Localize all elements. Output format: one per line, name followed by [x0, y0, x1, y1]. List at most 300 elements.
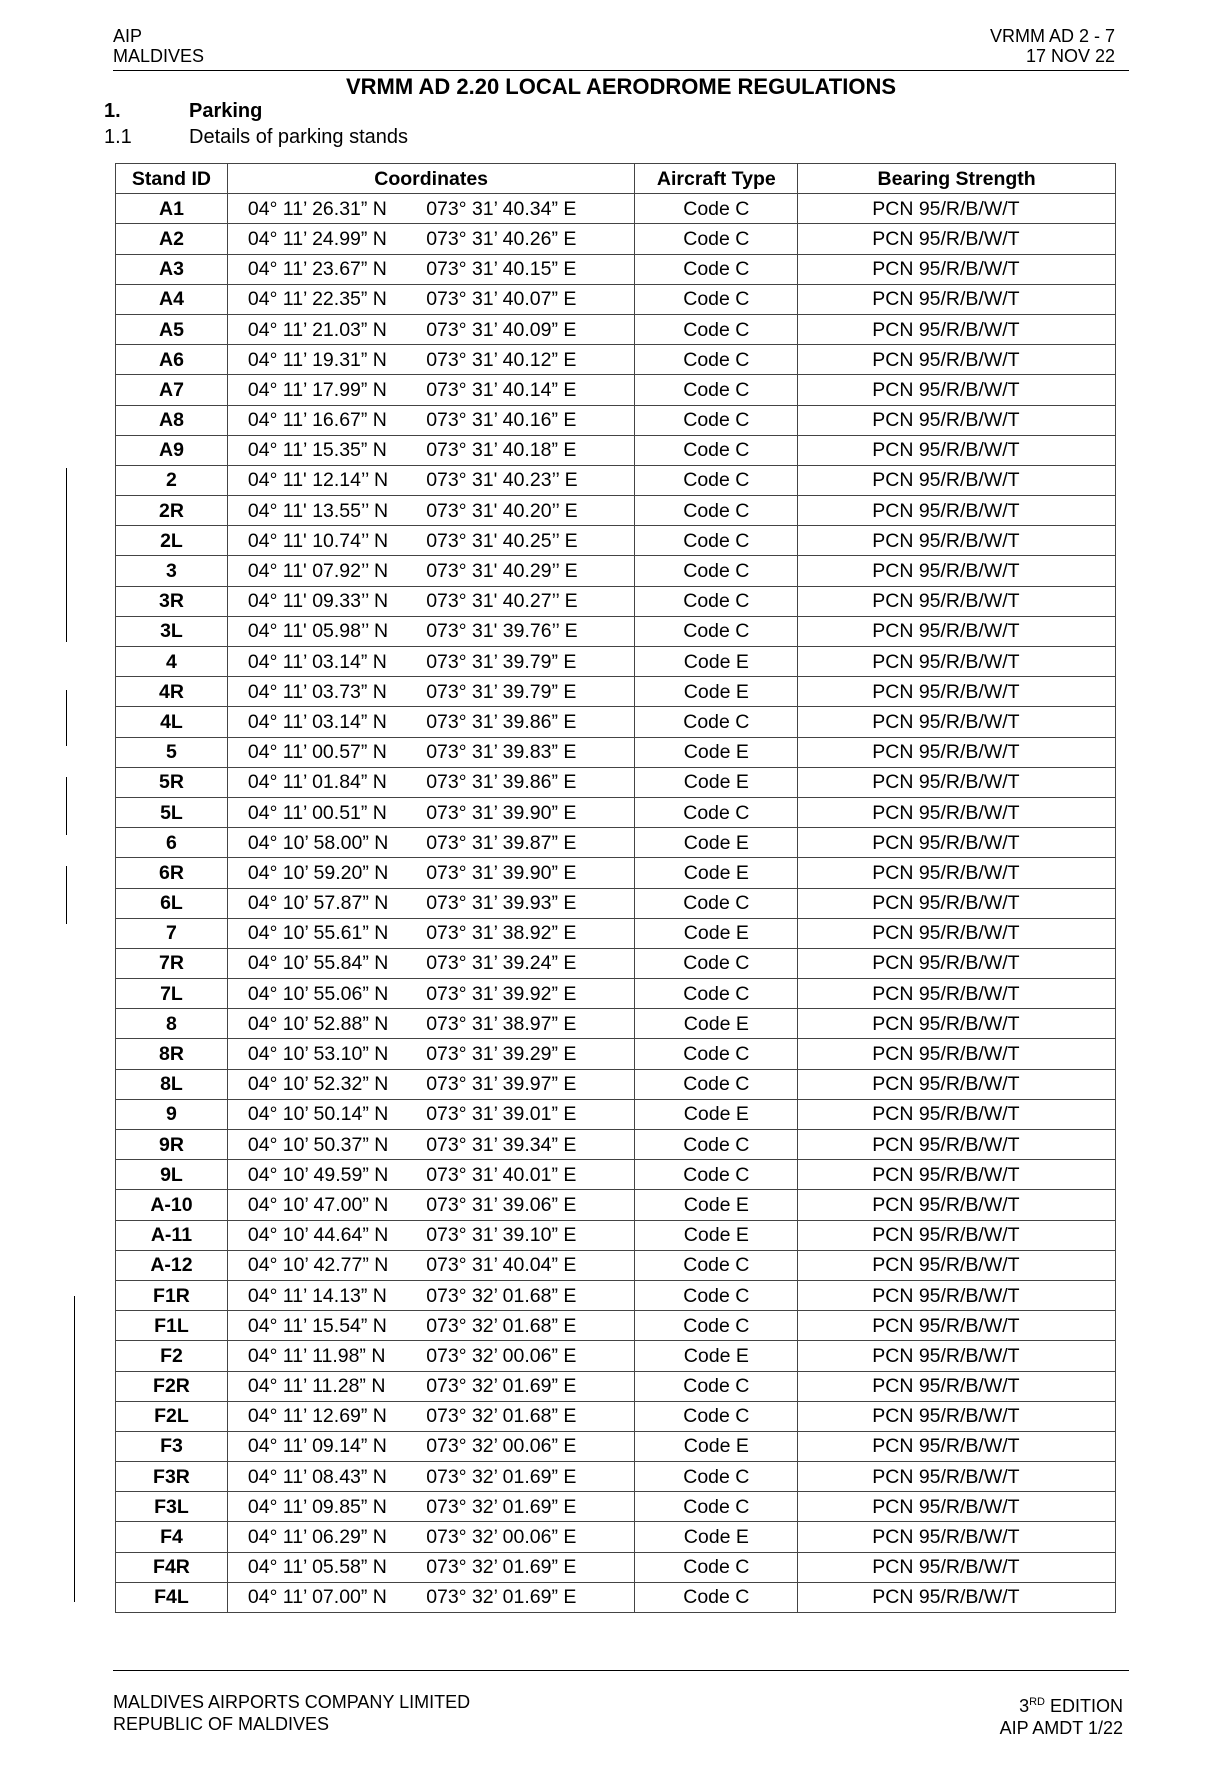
aircraft-type-cell: Code C	[635, 496, 798, 526]
table-row	[116, 1009, 1116, 1039]
bearing-strength-cell: PCN 95/R/B/W/T	[798, 1220, 1116, 1250]
stand-id-cell: 4	[116, 647, 228, 677]
aircraft-type-cell: Code E	[635, 1522, 798, 1552]
stand-id-cell: 6R	[116, 858, 228, 888]
bearing-strength-cell: PCN 95/R/B/W/T	[798, 1341, 1116, 1371]
table-row	[116, 556, 1116, 586]
latitude-cell: 04° 11’ 06.29” N	[227, 1522, 422, 1552]
table-row	[116, 1492, 1116, 1522]
footer-left	[113, 1691, 470, 1735]
table-row	[116, 1069, 1116, 1099]
longitude-cell: 073° 31’ 40.18” E	[422, 435, 635, 465]
aircraft-type-cell: Code E	[635, 1009, 798, 1039]
subsection-number: 1.1	[104, 126, 132, 148]
aircraft-type-cell: Code E	[635, 1220, 798, 1250]
latitude-cell: 04° 11’ 16.67” N	[227, 405, 422, 435]
bearing-strength-cell: PCN 95/R/B/W/T	[798, 828, 1116, 858]
header-left	[113, 26, 204, 66]
stand-id-cell: F3R	[116, 1462, 228, 1492]
longitude-cell: 073° 32’ 01.69” E	[422, 1492, 635, 1522]
page-title: VRMM AD 2.20 LOCAL AERODROME REGULATIONS	[345, 74, 897, 99]
stand-id-cell: 9	[116, 1099, 228, 1129]
longitude-cell: 073° 31’ 40.04” E	[422, 1250, 635, 1280]
aircraft-type-cell: Code E	[635, 767, 798, 797]
aircraft-type-cell: Code E	[635, 1190, 798, 1220]
bearing-strength-cell: PCN 95/R/B/W/T	[798, 1069, 1116, 1099]
bearing-strength-cell: PCN 95/R/B/W/T	[798, 314, 1116, 344]
bearing-strength-cell: PCN 95/R/B/W/T	[798, 496, 1116, 526]
edition-word: EDITION	[1044, 1696, 1123, 1716]
stand-id-cell: A9	[116, 435, 228, 465]
table-row	[116, 1190, 1116, 1220]
aircraft-type-cell: Code C	[635, 707, 798, 737]
footer-right	[1000, 1691, 1123, 1739]
bearing-strength-cell: PCN 95/R/B/W/T	[798, 1582, 1116, 1612]
latitude-cell: 04° 11’ 09.85” N	[227, 1492, 422, 1522]
longitude-cell: 073° 32’ 01.69” E	[422, 1552, 635, 1582]
longitude-cell: 073° 32’ 01.68” E	[422, 1280, 635, 1310]
longitude-cell: 073° 31’ 39.24” E	[422, 948, 635, 978]
longitude-cell: 073° 32’ 01.69” E	[422, 1462, 635, 1492]
change-bar	[66, 866, 67, 924]
stand-id-cell: 6L	[116, 888, 228, 918]
bearing-strength-cell: PCN 95/R/B/W/T	[798, 1250, 1116, 1280]
stand-id-cell: 6	[116, 828, 228, 858]
longitude-cell: 073° 31’ 39.29” E	[422, 1039, 635, 1069]
col-header-bearing-strength: Bearing Strength	[798, 164, 1116, 194]
col-header-coordinates: Coordinates	[227, 164, 635, 194]
longitude-cell: 073° 31’ 39.93” E	[422, 888, 635, 918]
bearing-strength-cell: PCN 95/R/B/W/T	[798, 1099, 1116, 1129]
aircraft-type-cell: Code E	[635, 677, 798, 707]
longitude-cell: 073° 31’ 38.97” E	[422, 1009, 635, 1039]
stand-id-cell: A4	[116, 284, 228, 314]
table-row	[116, 1462, 1116, 1492]
table-row	[116, 1039, 1116, 1069]
longitude-cell: 073° 31’ 39.01” E	[422, 1099, 635, 1129]
longitude-cell: 073° 31’ 40.14” E	[422, 375, 635, 405]
bearing-strength-cell: PCN 95/R/B/W/T	[798, 1190, 1116, 1220]
latitude-cell: 04° 11' 05.98’’ N	[227, 616, 422, 646]
latitude-cell: 04° 11' 10.74’’ N	[227, 526, 422, 556]
longitude-cell: 073° 31’ 39.92” E	[422, 979, 635, 1009]
footer-rule	[113, 1670, 1129, 1671]
latitude-cell: 04° 11’ 26.31” N	[227, 194, 422, 224]
table-row	[116, 979, 1116, 1009]
bearing-strength-cell: PCN 95/R/B/W/T	[798, 586, 1116, 616]
bearing-strength-cell: PCN 95/R/B/W/T	[798, 1522, 1116, 1552]
stand-id-cell: A6	[116, 345, 228, 375]
change-bar	[66, 468, 67, 642]
table-row	[116, 375, 1116, 405]
table-row	[116, 405, 1116, 435]
stand-id-cell: 2R	[116, 496, 228, 526]
table-row	[116, 1582, 1116, 1612]
aircraft-type-cell: Code C	[635, 1401, 798, 1431]
longitude-cell: 073° 31’ 40.26” E	[422, 224, 635, 254]
stand-id-cell: F4L	[116, 1582, 228, 1612]
bearing-strength-cell: PCN 95/R/B/W/T	[798, 1009, 1116, 1039]
table-header-row	[116, 164, 1116, 194]
table-row	[116, 737, 1116, 767]
edition-number: 3	[1019, 1696, 1030, 1716]
longitude-cell: 073° 31’ 40.01” E	[422, 1160, 635, 1190]
header-right	[990, 26, 1115, 66]
longitude-cell: 073° 31’ 39.87” E	[422, 828, 635, 858]
latitude-cell: 04° 11’ 05.58” N	[227, 1552, 422, 1582]
table-row	[116, 1522, 1116, 1552]
aircraft-type-cell: Code E	[635, 647, 798, 677]
latitude-cell: 04° 10’ 58.00” N	[227, 828, 422, 858]
latitude-cell: 04° 11’ 03.14” N	[227, 647, 422, 677]
aircraft-type-cell: Code E	[635, 1099, 798, 1129]
header-date: 17 NOV 22	[1025, 46, 1115, 66]
longitude-cell: 073° 31’ 39.34” E	[422, 1130, 635, 1160]
aircraft-type-cell: Code E	[635, 1341, 798, 1371]
stand-id-cell: A-12	[116, 1250, 228, 1280]
longitude-cell: 073° 32’ 00.06” E	[422, 1341, 635, 1371]
latitude-cell: 04° 11’ 11.98” N	[227, 1341, 422, 1371]
longitude-cell: 073° 32’ 01.68” E	[422, 1401, 635, 1431]
aircraft-type-cell: Code C	[635, 254, 798, 284]
col-header-stand-id: Stand ID	[116, 164, 228, 194]
aircraft-type-cell: Code C	[635, 1311, 798, 1341]
aircraft-type-cell: Code C	[635, 1371, 798, 1401]
aircraft-type-cell: Code C	[635, 375, 798, 405]
aircraft-type-cell: Code C	[635, 1582, 798, 1612]
latitude-cell: 04° 10’ 59.20” N	[227, 858, 422, 888]
bearing-strength-cell: PCN 95/R/B/W/T	[798, 948, 1116, 978]
aircraft-type-cell: Code C	[635, 1069, 798, 1099]
table-row	[116, 284, 1116, 314]
stand-id-cell: F1L	[116, 1311, 228, 1341]
longitude-cell: 073° 31’ 39.06” E	[422, 1190, 635, 1220]
stand-id-cell: F2R	[116, 1371, 228, 1401]
table-row	[116, 647, 1116, 677]
table-row	[116, 1130, 1116, 1160]
longitude-cell: 073° 31’ 39.90” E	[422, 797, 635, 827]
aircraft-type-cell: Code C	[635, 194, 798, 224]
bearing-strength-cell: PCN 95/R/B/W/T	[798, 254, 1116, 284]
table-row	[116, 496, 1116, 526]
latitude-cell: 04° 11' 13.55’’ N	[227, 496, 422, 526]
stand-id-cell: 5R	[116, 767, 228, 797]
bearing-strength-cell: PCN 95/R/B/W/T	[798, 1039, 1116, 1069]
bearing-strength-cell: PCN 95/R/B/W/T	[798, 707, 1116, 737]
latitude-cell: 04° 11’ 24.99” N	[227, 224, 422, 254]
stand-id-cell: F2L	[116, 1401, 228, 1431]
aircraft-type-cell: Code C	[635, 1250, 798, 1280]
longitude-cell: 073° 31’ 39.86” E	[422, 767, 635, 797]
latitude-cell: 04° 10’ 55.61” N	[227, 918, 422, 948]
longitude-cell: 073° 31’ 40.15” E	[422, 254, 635, 284]
bearing-strength-cell: PCN 95/R/B/W/T	[798, 526, 1116, 556]
latitude-cell: 04° 11’ 07.00” N	[227, 1582, 422, 1612]
aircraft-type-cell: Code C	[635, 888, 798, 918]
longitude-cell: 073° 31’ 40.12” E	[422, 345, 635, 375]
table-row	[116, 677, 1116, 707]
latitude-cell: 04° 11’ 17.99” N	[227, 375, 422, 405]
bearing-strength-cell: PCN 95/R/B/W/T	[798, 1401, 1116, 1431]
longitude-cell: 073° 31’ 39.90” E	[422, 858, 635, 888]
bearing-strength-cell: PCN 95/R/B/W/T	[798, 194, 1116, 224]
table-row	[116, 1401, 1116, 1431]
stand-id-cell: 7	[116, 918, 228, 948]
latitude-cell: 04° 10’ 53.10” N	[227, 1039, 422, 1069]
aircraft-type-cell: Code C	[635, 314, 798, 344]
stand-id-cell: 3L	[116, 616, 228, 646]
stand-id-cell: F2	[116, 1341, 228, 1371]
table-row	[116, 1280, 1116, 1310]
table-row	[116, 1160, 1116, 1190]
latitude-cell: 04° 11’ 12.69” N	[227, 1401, 422, 1431]
longitude-cell: 073° 31’ 39.97” E	[422, 1069, 635, 1099]
latitude-cell: 04° 10’ 52.32” N	[227, 1069, 422, 1099]
latitude-cell: 04° 10’ 52.88” N	[227, 1009, 422, 1039]
bearing-strength-cell: PCN 95/R/B/W/T	[798, 918, 1116, 948]
aircraft-type-cell: Code C	[635, 284, 798, 314]
latitude-cell: 04° 11’ 03.14” N	[227, 707, 422, 737]
bearing-strength-cell: PCN 95/R/B/W/T	[798, 737, 1116, 767]
table-row	[116, 224, 1116, 254]
table-row	[116, 767, 1116, 797]
bearing-strength-cell: PCN 95/R/B/W/T	[798, 345, 1116, 375]
bearing-strength-cell: PCN 95/R/B/W/T	[798, 677, 1116, 707]
bearing-strength-cell: PCN 95/R/B/W/T	[798, 405, 1116, 435]
aircraft-type-cell: Code C	[635, 979, 798, 1009]
longitude-cell: 073° 32’ 01.68” E	[422, 1311, 635, 1341]
stand-id-cell: A8	[116, 405, 228, 435]
stand-id-cell: A3	[116, 254, 228, 284]
aircraft-type-cell: Code C	[635, 435, 798, 465]
table-row	[116, 616, 1116, 646]
aircraft-type-cell: Code C	[635, 405, 798, 435]
stand-id-cell: A-11	[116, 1220, 228, 1250]
aircraft-type-cell: Code E	[635, 737, 798, 767]
longitude-cell: 073° 31’ 40.07” E	[422, 284, 635, 314]
aircraft-type-cell: Code C	[635, 1462, 798, 1492]
stand-id-cell: A2	[116, 224, 228, 254]
header-page-ref: VRMM AD 2 - 7	[989, 26, 1115, 46]
bearing-strength-cell: PCN 95/R/B/W/T	[798, 1130, 1116, 1160]
bearing-strength-cell: PCN 95/R/B/W/T	[798, 1280, 1116, 1310]
longitude-cell: 073° 31’ 40.09” E	[422, 314, 635, 344]
bearing-strength-cell: PCN 95/R/B/W/T	[798, 1311, 1116, 1341]
table-row	[116, 1552, 1116, 1582]
aircraft-type-cell: Code C	[635, 797, 798, 827]
table-row	[116, 1371, 1116, 1401]
latitude-cell: 04° 11’ 21.03” N	[227, 314, 422, 344]
table-row	[116, 828, 1116, 858]
longitude-cell: 073° 32’ 01.69” E	[422, 1582, 635, 1612]
bearing-strength-cell: PCN 95/R/B/W/T	[798, 616, 1116, 646]
aircraft-type-cell: Code C	[635, 526, 798, 556]
stand-id-cell: 4L	[116, 707, 228, 737]
table-row	[116, 888, 1116, 918]
bearing-strength-cell: PCN 95/R/B/W/T	[798, 1552, 1116, 1582]
longitude-cell: 073° 31’ 40.16” E	[422, 405, 635, 435]
table-row	[116, 858, 1116, 888]
longitude-cell: 073° 31' 40.25’’ E	[422, 526, 635, 556]
latitude-cell: 04° 11’ 23.67” N	[227, 254, 422, 284]
table-row	[116, 586, 1116, 616]
footer-amendment: AIP AMDT 1/22	[999, 1718, 1123, 1738]
latitude-cell: 04° 11’ 15.35” N	[227, 435, 422, 465]
table-row	[116, 797, 1116, 827]
section-number: 1.	[104, 100, 121, 122]
stand-id-cell: 7R	[116, 948, 228, 978]
bearing-strength-cell: PCN 95/R/B/W/T	[798, 224, 1116, 254]
stand-id-cell: 3	[116, 556, 228, 586]
edition-suffix: RD	[1029, 1696, 1045, 1708]
header-aip: AIP	[113, 26, 143, 46]
longitude-cell: 073° 31' 40.23’’ E	[422, 465, 635, 495]
bearing-strength-cell: PCN 95/R/B/W/T	[798, 1431, 1116, 1461]
stand-id-cell: F3L	[116, 1492, 228, 1522]
longitude-cell: 073° 31’ 38.92” E	[422, 918, 635, 948]
latitude-cell: 04° 11' 12.14’’ N	[227, 465, 422, 495]
longitude-cell: 073° 32’ 00.06” E	[422, 1431, 635, 1461]
bearing-strength-cell: PCN 95/R/B/W/T	[798, 767, 1116, 797]
latitude-cell: 04° 10’ 57.87” N	[227, 888, 422, 918]
header-country: MALDIVES	[113, 46, 205, 66]
table-row	[116, 314, 1116, 344]
table-row	[116, 1341, 1116, 1371]
aircraft-type-cell: Code C	[635, 556, 798, 586]
aircraft-type-cell: Code E	[635, 1431, 798, 1461]
table-row	[116, 1431, 1116, 1461]
stand-id-cell: F1R	[116, 1280, 228, 1310]
bearing-strength-cell: PCN 95/R/B/W/T	[798, 1371, 1116, 1401]
stand-id-cell: A7	[116, 375, 228, 405]
footer-country: REPUBLIC OF MALDIVES	[113, 1714, 330, 1734]
parking-stands-table	[115, 163, 1116, 1613]
bearing-strength-cell: PCN 95/R/B/W/T	[798, 556, 1116, 586]
stand-id-cell: 8L	[116, 1069, 228, 1099]
latitude-cell: 04° 11’ 00.51” N	[227, 797, 422, 827]
latitude-cell: 04° 11’ 15.54” N	[227, 1311, 422, 1341]
table-row	[116, 918, 1116, 948]
stand-id-cell: 4R	[116, 677, 228, 707]
stand-id-cell: 8	[116, 1009, 228, 1039]
stand-id-cell: 5	[116, 737, 228, 767]
stand-id-cell: 5L	[116, 797, 228, 827]
bearing-strength-cell: PCN 95/R/B/W/T	[798, 375, 1116, 405]
bearing-strength-cell: PCN 95/R/B/W/T	[798, 435, 1116, 465]
stand-id-cell: F4R	[116, 1552, 228, 1582]
latitude-cell: 04° 10’ 42.77” N	[227, 1250, 422, 1280]
longitude-cell: 073° 31’ 40.34” E	[422, 194, 635, 224]
aircraft-type-cell: Code E	[635, 858, 798, 888]
aircraft-type-cell: Code C	[635, 1280, 798, 1310]
latitude-cell: 04° 11’ 19.31” N	[227, 345, 422, 375]
table-row	[116, 254, 1116, 284]
aircraft-type-cell: Code C	[635, 586, 798, 616]
aircraft-type-cell: Code C	[635, 616, 798, 646]
aircraft-type-cell: Code C	[635, 1552, 798, 1582]
table-body	[116, 194, 1116, 1613]
change-bar	[66, 690, 67, 746]
table-row	[116, 1311, 1116, 1341]
table-row	[116, 948, 1116, 978]
aircraft-type-cell: Code C	[635, 948, 798, 978]
aircraft-type-cell: Code E	[635, 918, 798, 948]
bearing-strength-cell: PCN 95/R/B/W/T	[798, 647, 1116, 677]
stand-id-cell: F4	[116, 1522, 228, 1552]
aircraft-type-cell: Code C	[635, 1039, 798, 1069]
bearing-strength-cell: PCN 95/R/B/W/T	[798, 1492, 1116, 1522]
latitude-cell: 04° 11’ 01.84” N	[227, 767, 422, 797]
longitude-cell: 073° 31’ 39.79” E	[422, 647, 635, 677]
longitude-cell: 073° 32’ 01.69” E	[422, 1371, 635, 1401]
aircraft-type-cell: Code C	[635, 345, 798, 375]
stand-id-cell: 2	[116, 465, 228, 495]
table-row	[116, 345, 1116, 375]
table-row	[116, 194, 1116, 224]
latitude-cell: 04° 11’ 00.57” N	[227, 737, 422, 767]
stand-id-cell: A-10	[116, 1190, 228, 1220]
longitude-cell: 073° 32’ 00.06” E	[422, 1522, 635, 1552]
table-row	[116, 707, 1116, 737]
bearing-strength-cell: PCN 95/R/B/W/T	[798, 858, 1116, 888]
latitude-cell: 04° 11’ 22.35” N	[227, 284, 422, 314]
longitude-cell: 073° 31' 39.76’’ E	[422, 616, 635, 646]
bearing-strength-cell: PCN 95/R/B/W/T	[798, 797, 1116, 827]
table-row	[116, 465, 1116, 495]
latitude-cell: 04° 11' 09.33’’ N	[227, 586, 422, 616]
table-row	[116, 435, 1116, 465]
latitude-cell: 04° 11’ 03.73” N	[227, 677, 422, 707]
longitude-cell: 073° 31’ 39.79” E	[422, 677, 635, 707]
bearing-strength-cell: PCN 95/R/B/W/T	[798, 284, 1116, 314]
latitude-cell: 04° 11’ 08.43” N	[227, 1462, 422, 1492]
longitude-cell: 073° 31' 40.29’’ E	[422, 556, 635, 586]
aircraft-type-cell: Code C	[635, 224, 798, 254]
stand-id-cell: 9L	[116, 1160, 228, 1190]
stand-id-cell: 9R	[116, 1130, 228, 1160]
subsection-title: Details of parking stands	[189, 126, 409, 148]
stand-id-cell: A5	[116, 314, 228, 344]
longitude-cell: 073° 31' 40.27’’ E	[422, 586, 635, 616]
longitude-cell: 073° 31’ 39.86” E	[422, 707, 635, 737]
bearing-strength-cell: PCN 95/R/B/W/T	[798, 888, 1116, 918]
longitude-cell: 073° 31’ 39.83” E	[422, 737, 635, 767]
bearing-strength-cell: PCN 95/R/B/W/T	[798, 1160, 1116, 1190]
latitude-cell: 04° 11' 07.92’’ N	[227, 556, 422, 586]
latitude-cell: 04° 10’ 50.37” N	[227, 1130, 422, 1160]
latitude-cell: 04° 10’ 55.06” N	[227, 979, 422, 1009]
stand-id-cell: F3	[116, 1431, 228, 1461]
longitude-cell: 073° 31’ 39.10” E	[422, 1220, 635, 1250]
table-row	[116, 1220, 1116, 1250]
latitude-cell: 04° 11’ 11.28” N	[227, 1371, 422, 1401]
longitude-cell: 073° 31' 40.20’’ E	[422, 496, 635, 526]
change-bar	[66, 777, 67, 835]
latitude-cell: 04° 10’ 55.84” N	[227, 948, 422, 978]
aircraft-type-cell: Code C	[635, 1130, 798, 1160]
bearing-strength-cell: PCN 95/R/B/W/T	[798, 465, 1116, 495]
stand-id-cell: 3R	[116, 586, 228, 616]
col-header-aircraft-type: Aircraft Type	[635, 164, 798, 194]
section-title: Parking	[189, 100, 263, 122]
aircraft-type-cell: Code E	[635, 828, 798, 858]
aircraft-type-cell: Code C	[635, 1492, 798, 1522]
stand-id-cell: 7L	[116, 979, 228, 1009]
table-row	[116, 1250, 1116, 1280]
latitude-cell: 04° 11’ 09.14” N	[227, 1431, 422, 1461]
stand-id-cell: 2L	[116, 526, 228, 556]
bearing-strength-cell: PCN 95/R/B/W/T	[798, 1462, 1116, 1492]
